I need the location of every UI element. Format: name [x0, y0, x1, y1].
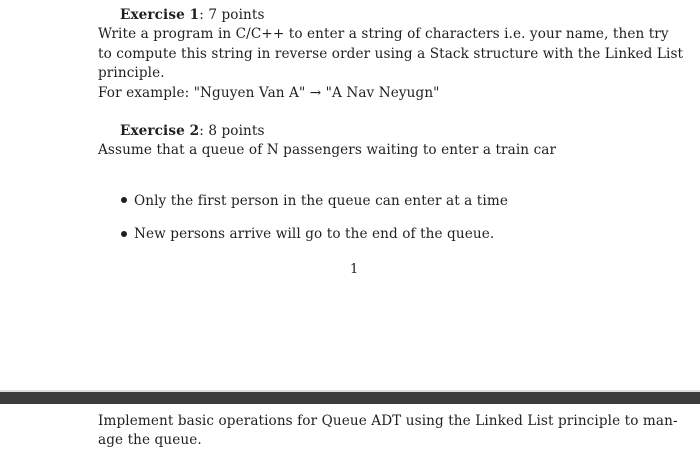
exercise2-bullet-2: New persons arrive will go to the end of the queue.: [134, 226, 495, 242]
page2-line-1: Implement basic operations for Queue ADT using the Linked List principle to man-: [98, 413, 678, 429]
page-number: 1: [350, 262, 359, 277]
exercise1-heading: Exercise 1: [120, 7, 200, 23]
exercise2-heading: Exercise 2: [120, 123, 200, 139]
exercise2-bullet-1: Only the first person in the queue can enter at a time: [134, 193, 508, 209]
document-page-2: [0, 404, 700, 455]
exercise2-title: [120, 122, 265, 141]
exercise2-points: : 8 points: [199, 123, 265, 139]
exercise1-line-3: principle.: [98, 65, 165, 81]
exercise1-example: For example: "Nguyen Van A" → "A Nav Neyugn": [98, 85, 440, 101]
exercise1-line-2: to compute this string in reverse order using a Stack structure with the Linked List: [98, 46, 684, 62]
exercise1-title: [120, 6, 265, 25]
exercise1-points: : 7 points: [199, 7, 265, 23]
exercise1-line-1: Write a program in C/C++ to enter a string of characters i.e. your name, then try: [98, 26, 669, 42]
exercise2-intro: Assume that a queue of N passengers waiting to enter a train car: [98, 142, 557, 158]
page2-line-2: age the queue.: [98, 432, 202, 448]
page-break-divider: [0, 392, 700, 404]
bullet-dot-icon: [121, 197, 127, 203]
bullet-dot-icon: [121, 231, 127, 237]
